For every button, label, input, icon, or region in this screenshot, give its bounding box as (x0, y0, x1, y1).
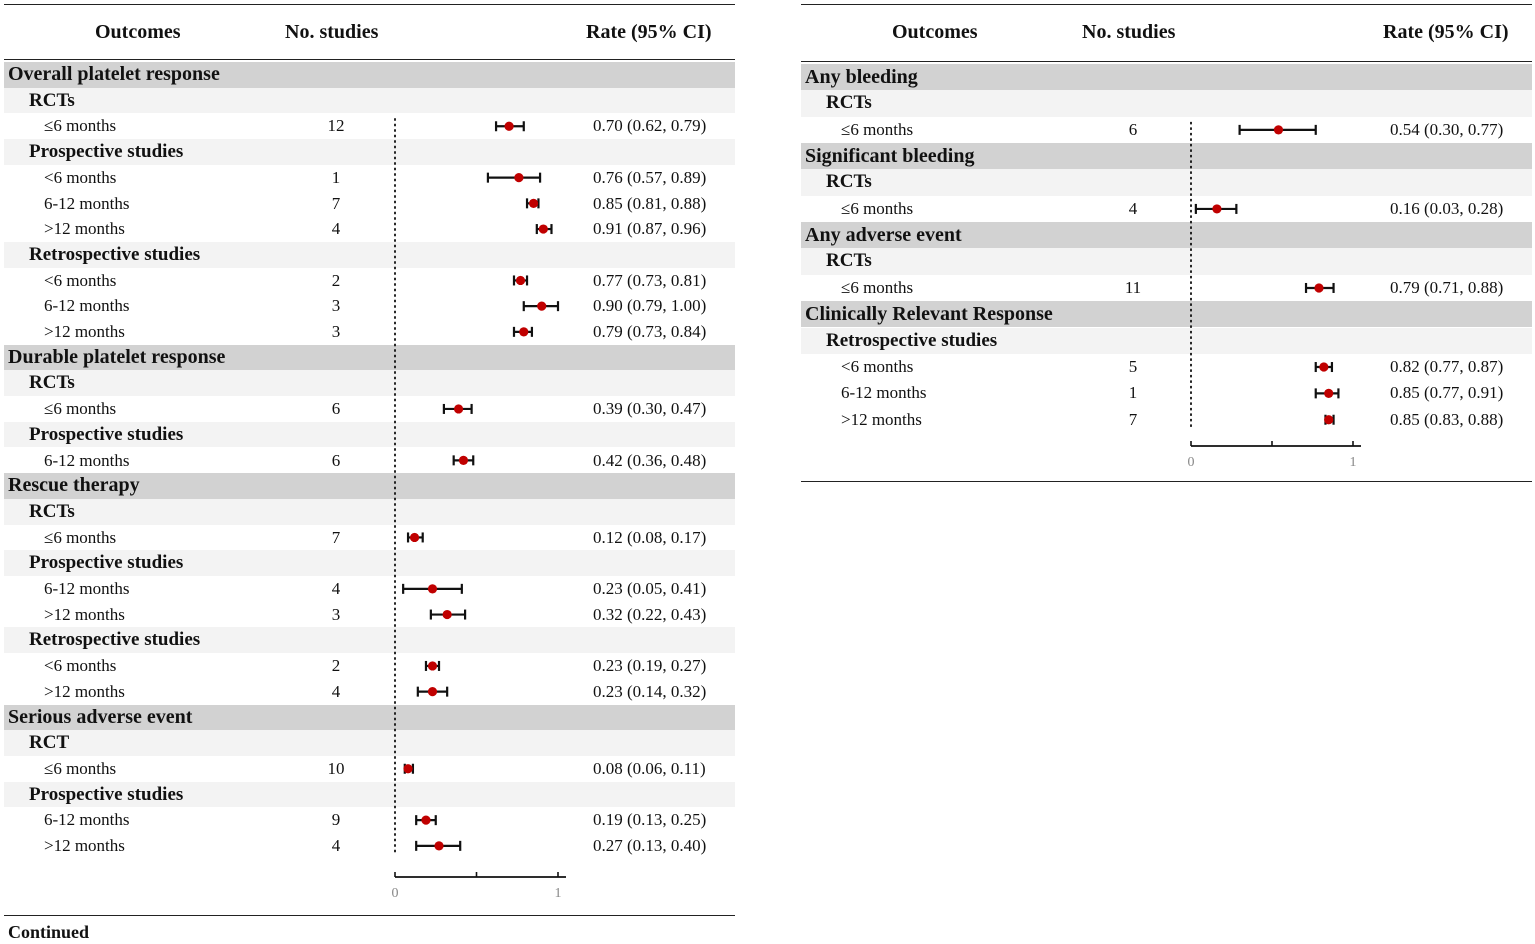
point-estimate (1324, 415, 1333, 424)
studies-count: 5 (1128, 356, 1138, 376)
forest-estimate (454, 455, 474, 465)
row-label: <6 months (841, 356, 914, 376)
row-label: >12 months (44, 604, 125, 624)
point-estimate (428, 687, 437, 696)
row-label: <6 months (44, 656, 117, 676)
forest-estimate (426, 661, 439, 671)
studies-count: 7 (331, 527, 341, 547)
row-label: <6 months (44, 167, 117, 187)
point-estimate (1319, 362, 1328, 371)
rate-ci: 0.85 (0.81, 0.88) (593, 193, 707, 213)
forest-estimate (444, 404, 472, 414)
forest-estimate (408, 532, 423, 542)
point-estimate (529, 199, 538, 208)
section-label: Clinically Relevant Response (805, 303, 1053, 326)
forest-plot-svg-left (4, 0, 735, 944)
point-estimate (519, 327, 528, 336)
forest-estimate (1196, 204, 1237, 214)
forest-estimate (527, 198, 538, 208)
rate-ci: 0.27 (0.13, 0.40) (593, 836, 707, 855)
section-label: Any adverse event (805, 224, 962, 247)
studies-count: 10 (327, 758, 345, 778)
rate-ci: 0.70 (0.62, 0.79) (593, 116, 707, 136)
row-label: 6-12 months (44, 193, 130, 213)
studies-count: 3 (331, 604, 341, 624)
studies-count: 4 (331, 219, 341, 239)
rate-ci: 0.39 (0.30, 0.47) (593, 399, 707, 419)
studies-count: 2 (331, 656, 341, 676)
continued-label: Continued (8, 922, 90, 942)
forest-estimate (496, 121, 524, 131)
forest-estimate (1324, 415, 1333, 425)
x-tick-label: 0 (391, 886, 399, 901)
bottom-rule (801, 481, 1532, 482)
header-rate: Rate (95% CI) (586, 21, 712, 43)
section-label: Significant bleeding (805, 145, 975, 168)
point-estimate (403, 764, 412, 773)
row-label: 6-12 months (44, 810, 130, 830)
rate-ci: 0.91 (0.87, 0.96) (593, 219, 707, 239)
studies-count: 7 (1128, 409, 1138, 429)
studies-count: 6 (331, 450, 341, 470)
studies-count: 9 (331, 810, 341, 830)
row-label: >12 months (44, 681, 125, 701)
row-label: ≤6 months (841, 277, 914, 297)
header-outcomes: Outcomes (892, 21, 978, 43)
rate-ci: 0.32 (0.22, 0.43) (593, 604, 707, 624)
point-estimate (421, 816, 430, 825)
rate-ci: 0.76 (0.57, 0.89) (593, 167, 707, 187)
point-estimate (539, 224, 548, 233)
section-label: Overall platelet response (8, 63, 220, 85)
forest-estimate (1316, 388, 1339, 398)
subsection-label: Prospective studies (29, 783, 184, 805)
rate-ci: 0.82 (0.77, 0.87) (1390, 356, 1504, 376)
forest-estimate (514, 275, 527, 285)
forest-estimate (403, 764, 412, 774)
point-estimate (443, 610, 452, 619)
point-estimate (1274, 125, 1283, 134)
subsection-label: Retrospective studies (826, 329, 998, 351)
point-estimate (434, 841, 443, 850)
point-estimate (516, 276, 525, 285)
subsection-label: RCTs (29, 89, 75, 111)
row-label: >12 months (44, 836, 125, 855)
subsection-label: Prospective studies (29, 423, 184, 445)
rate-ci: 0.23 (0.19, 0.27) (593, 656, 707, 676)
studies-count: 1 (331, 167, 341, 187)
row-label: 6-12 months (44, 296, 130, 316)
row-label: 6-12 months (44, 579, 130, 598)
point-estimate (428, 584, 437, 593)
row-label: <6 months (44, 270, 117, 290)
point-estimate (428, 661, 437, 670)
section-label: Serious adverse event (8, 705, 193, 728)
subsection-label: RCTs (29, 372, 75, 394)
subsection-label: RCTs (826, 92, 872, 114)
point-estimate (514, 173, 523, 182)
rate-ci: 0.23 (0.05, 0.41) (593, 579, 707, 598)
bottom-rule (4, 915, 735, 916)
studies-count: 4 (331, 681, 341, 701)
studies-count: 3 (331, 296, 341, 316)
forest-estimate (488, 173, 540, 183)
forest-estimate (1240, 125, 1316, 135)
studies-count: 4 (1128, 198, 1138, 218)
point-estimate (537, 302, 546, 311)
rate-ci: 0.16 (0.03, 0.28) (1390, 198, 1504, 218)
subsection-label: Prospective studies (29, 552, 184, 574)
studies-count: 4 (331, 836, 341, 855)
section-label: Any bleeding (805, 66, 918, 88)
rate-ci: 0.23 (0.14, 0.32) (593, 681, 707, 701)
forest-estimate (431, 610, 465, 620)
studies-count: 11 (1124, 277, 1142, 297)
subsection-label: RCTs (29, 500, 75, 522)
forest-estimate (403, 584, 462, 594)
studies-count: 4 (331, 579, 341, 598)
header-studies: No. studies (285, 21, 379, 43)
row-label: ≤6 months (44, 527, 117, 547)
header-rate: Rate (95% CI) (1383, 21, 1509, 43)
forest-estimate (537, 224, 552, 234)
row-label: ≤6 months (841, 198, 914, 218)
point-estimate (1314, 283, 1323, 292)
point-estimate (459, 456, 468, 465)
x-tick-label: 1 (1349, 455, 1357, 470)
forest-estimate (1316, 362, 1332, 372)
row-label: ≤6 months (841, 119, 914, 139)
header-outcomes: Outcomes (95, 21, 181, 43)
point-estimate (1212, 204, 1221, 213)
rate-ci: 0.90 (0.79, 1.00) (593, 296, 707, 316)
forest-estimate (514, 327, 532, 337)
forest-estimate (1306, 283, 1334, 293)
studies-count: 6 (331, 399, 341, 419)
point-estimate (454, 404, 463, 413)
row-label: ≤6 months (44, 758, 117, 778)
rate-ci: 0.79 (0.73, 0.84) (593, 322, 707, 341)
x-tick-label: 0 (1187, 455, 1195, 470)
forest-estimate (524, 301, 558, 311)
point-estimate (505, 122, 514, 131)
subsection-label: RCTs (826, 250, 872, 272)
header-studies: No. studies (1082, 21, 1176, 43)
forest-estimate (418, 687, 447, 697)
subsection-label: Prospective studies (29, 141, 184, 163)
section-label: Rescue therapy (8, 474, 140, 497)
point-estimate (1324, 389, 1333, 398)
row-label: >12 months (44, 219, 125, 239)
studies-count: 2 (331, 270, 341, 290)
point-estimate (410, 533, 419, 542)
studies-count: 7 (331, 193, 341, 213)
subsection-label: Retrospective studies (29, 243, 201, 265)
x-tick-label: 1 (554, 886, 562, 901)
studies-count: 12 (327, 116, 345, 136)
studies-count: 1 (1128, 383, 1138, 403)
rate-ci: 0.19 (0.13, 0.25) (593, 810, 707, 830)
subsection-label: RCTs (826, 171, 872, 193)
rate-ci: 0.79 (0.71, 0.88) (1390, 277, 1504, 297)
rate-ci: 0.85 (0.83, 0.88) (1390, 409, 1504, 429)
row-label: ≤6 months (44, 399, 117, 419)
subsection-label: RCT (29, 732, 70, 754)
row-label: 6-12 months (841, 383, 927, 403)
forest-estimate (416, 815, 436, 825)
forest-plot-right (801, 0, 1532, 500)
rate-ci: 0.42 (0.36, 0.48) (593, 450, 707, 470)
rate-ci: 0.85 (0.77, 0.91) (1390, 383, 1504, 403)
rate-ci: 0.77 (0.73, 0.81) (593, 270, 707, 290)
rate-ci: 0.54 (0.30, 0.77) (1390, 119, 1504, 139)
row-label: >12 months (44, 322, 125, 341)
row-label: ≤6 months (44, 116, 117, 136)
section-label: Durable platelet response (8, 345, 226, 368)
forest-plot-svg-right (801, 0, 1532, 500)
rate-ci: 0.08 (0.06, 0.11) (593, 758, 706, 778)
forest-estimate (416, 841, 460, 851)
row-label: >12 months (841, 409, 922, 429)
studies-count: 3 (331, 322, 341, 341)
studies-count: 6 (1128, 119, 1138, 139)
row-label: 6-12 months (44, 450, 130, 470)
forest-plot-left (4, 0, 735, 944)
rate-ci: 0.12 (0.08, 0.17) (593, 527, 707, 547)
subsection-label: Retrospective studies (29, 629, 201, 651)
